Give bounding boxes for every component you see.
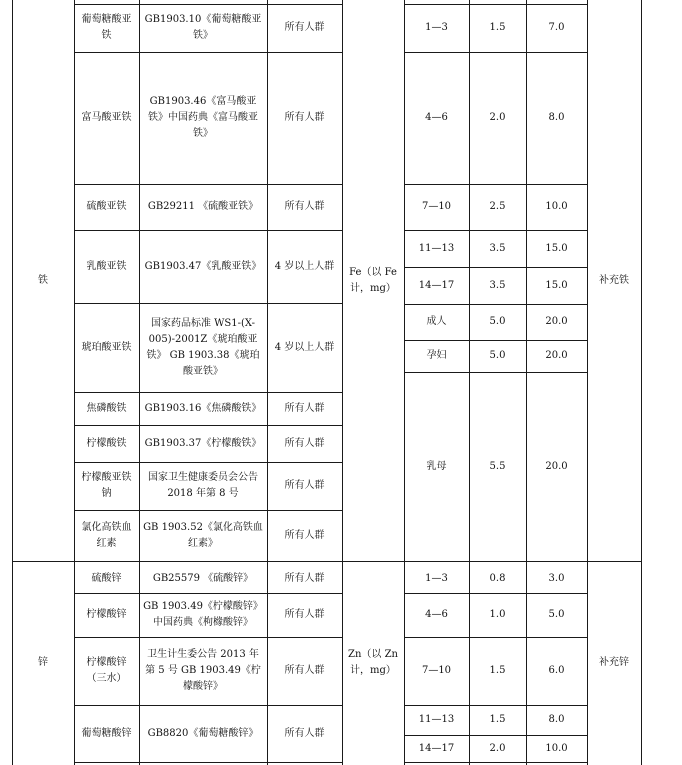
age-group: 乳母 xyxy=(426,460,447,472)
grid-line xyxy=(404,184,587,185)
age-group: 14—17 xyxy=(418,279,455,291)
age-group: 4—6 xyxy=(425,609,448,620)
compound-population: 所有人群 xyxy=(284,665,325,676)
unit-label: Fe（以 Fe 计，mg） xyxy=(349,266,397,294)
compound-population: 4 岁以上人群 xyxy=(274,341,335,353)
max-level: 6.0 xyxy=(548,665,565,676)
compound-standard: 国家卫生健康委员会公告 2018 年第 8 号 xyxy=(148,472,258,499)
grid-line xyxy=(404,267,587,268)
compound-standard: GB1903.16《焦磷酸铁》 xyxy=(144,402,262,414)
grid-line xyxy=(526,0,527,765)
grid-line xyxy=(404,372,587,373)
age-group: 孕妇 xyxy=(426,350,447,361)
grid-line xyxy=(74,593,342,594)
max-level: 15.0 xyxy=(545,279,568,291)
min-level: 1.5 xyxy=(489,22,506,33)
zinc-unit-cell xyxy=(342,561,404,765)
element-label: 铁 xyxy=(38,274,48,286)
age-group: 11—13 xyxy=(418,242,455,254)
grid-line xyxy=(404,593,587,594)
compound-population: 所有人群 xyxy=(284,201,325,212)
grid-line xyxy=(404,340,587,341)
compound-name: 乳酸亚铁 xyxy=(86,260,127,272)
grid-line xyxy=(404,637,587,638)
grid-line xyxy=(74,0,75,765)
compound-standard: GB 1903.52《氯化高铁血红素》 xyxy=(143,521,263,549)
grid-line xyxy=(74,184,342,185)
grid-line xyxy=(267,0,268,765)
max-level: 10.0 xyxy=(545,201,568,212)
min-level: 3.5 xyxy=(489,242,506,254)
grid-line xyxy=(74,4,342,5)
max-level: 5.0 xyxy=(548,609,565,620)
age-group: 14—17 xyxy=(418,742,455,754)
age-group: 4—6 xyxy=(425,112,448,123)
max-level: 7.0 xyxy=(548,22,565,33)
min-level: 5.5 xyxy=(489,460,506,472)
grid-line xyxy=(74,52,342,53)
compound-standard: GB1903.47《乳酸亚铁》 xyxy=(144,260,262,272)
max-level: 20.0 xyxy=(545,316,568,327)
compound-standard: GB8820《葡萄糖酸锌》 xyxy=(147,727,259,739)
compound-name: 硫酸锌 xyxy=(91,573,122,584)
age-group: 11—13 xyxy=(418,714,455,725)
min-level: 2.0 xyxy=(489,742,506,754)
compound-population: 所有人群 xyxy=(284,437,325,449)
grid-line xyxy=(74,705,342,706)
max-level: 3.0 xyxy=(548,573,565,584)
min-level: 2.0 xyxy=(489,112,506,123)
compound-name: 富马酸亚铁 xyxy=(81,112,132,123)
iron-unit-cell xyxy=(342,0,404,561)
compound-name: 焦磷酸铁 xyxy=(86,402,127,414)
compound-population: 所有人群 xyxy=(284,480,325,491)
max-level: 10.0 xyxy=(545,742,568,754)
grid-line xyxy=(139,0,140,765)
min-level: 2.5 xyxy=(489,201,506,212)
compound-name: 柠檬酸亚铁钠 xyxy=(81,472,132,499)
compound-population: 所有人群 xyxy=(284,609,325,620)
compound-standard: GB1903.37《柠檬酸铁》 xyxy=(144,437,262,449)
grid-line xyxy=(74,425,342,426)
grid-line xyxy=(74,762,342,763)
max-level: 15.0 xyxy=(545,242,568,254)
max-level: 8.0 xyxy=(548,714,565,725)
grid-line xyxy=(404,735,587,736)
compound-standard: GB 1903.49《柠檬酸锌》中国药典《枸橼酸锌》 xyxy=(143,601,263,628)
compound-standard: GB29211 《硫酸亚铁》 xyxy=(147,201,259,212)
compound-name: 硫酸亚铁 xyxy=(86,201,127,212)
compound-standard: GB1903.10《葡萄糖酸亚铁》 xyxy=(144,14,262,41)
grid-line xyxy=(404,304,587,305)
grid-line xyxy=(404,762,587,763)
compound-population: 4 岁以上人群 xyxy=(274,260,335,272)
compound-population: 所有人群 xyxy=(284,573,325,584)
compound-name: 柠檬酸锌 xyxy=(86,609,127,620)
grid-line xyxy=(404,4,587,5)
compound-name: 柠檬酸锌（三水） xyxy=(86,657,127,684)
min-level: 3.5 xyxy=(489,279,506,291)
max-level: 20.0 xyxy=(545,350,568,361)
age-group: 7—10 xyxy=(421,665,452,676)
compound-name: 琥珀酸亚铁 xyxy=(81,341,132,353)
grid-line xyxy=(74,637,342,638)
age-group: 成人 xyxy=(426,316,447,327)
grid-line xyxy=(12,0,13,765)
section-divider xyxy=(12,561,642,562)
compound-standard: GB25579 《硫酸锌》 xyxy=(152,573,254,584)
function-label: 补充锌 xyxy=(599,657,629,668)
unit-label: Zn（以 Zn 计，mg） xyxy=(348,649,398,676)
age-group: 1—3 xyxy=(425,573,448,584)
compound-population: 所有人群 xyxy=(284,727,325,739)
compound-standard: 国家药品标准 WS1-(X-005)-2001Z《琥珀酸亚铁》 GB 1903.38《琥珀酸亚铁》 xyxy=(146,317,260,377)
grid-line xyxy=(74,392,342,393)
grid-line xyxy=(404,705,587,706)
max-level: 8.0 xyxy=(548,112,565,123)
min-level: 1.5 xyxy=(489,665,506,676)
compound-standard: GB1903.46《富马酸亚铁》中国药典《富马酸亚铁》 xyxy=(148,96,258,139)
zinc-element-cell xyxy=(12,561,74,765)
function-label: 补充铁 xyxy=(599,274,629,286)
compound-name: 葡萄糖酸亚铁 xyxy=(81,14,132,41)
compound-population: 所有人群 xyxy=(284,112,325,123)
min-level: 5.0 xyxy=(489,316,506,327)
min-level: 1.0 xyxy=(489,609,506,620)
compound-population: 所有人群 xyxy=(284,529,325,541)
compound-population: 所有人群 xyxy=(284,402,325,414)
age-group: 7—10 xyxy=(421,201,452,212)
grid-line xyxy=(641,0,642,765)
age-group: 1—3 xyxy=(425,22,448,33)
compound-standard: 卫生计生委公告 2013 年第 5 号 GB 1903.49《柠檬酸锌》 xyxy=(145,649,261,692)
iron-element-cell xyxy=(12,0,74,561)
grid-line xyxy=(587,0,588,765)
max-level: 20.0 xyxy=(545,460,568,472)
min-level: 1.5 xyxy=(489,714,506,725)
grid-line xyxy=(469,0,470,765)
compound-name: 葡萄糖酸锌 xyxy=(81,727,132,739)
min-level: 5.0 xyxy=(489,350,506,361)
grid-line xyxy=(74,303,342,304)
grid-line xyxy=(404,0,405,765)
zinc-function-cell xyxy=(587,561,641,765)
compound-name: 柠檬酸铁 xyxy=(86,437,127,449)
grid-line xyxy=(74,230,342,231)
grid-line xyxy=(404,230,587,231)
element-label: 锌 xyxy=(38,657,48,668)
compound-name: 氯化高铁血红素 xyxy=(81,521,132,549)
iron-function-cell xyxy=(587,0,641,561)
compound-population: 所有人群 xyxy=(284,22,325,33)
grid-line xyxy=(74,510,342,511)
grid-line xyxy=(404,52,587,53)
min-level: 0.8 xyxy=(489,573,506,584)
grid-line xyxy=(342,0,343,765)
grid-line xyxy=(74,462,342,463)
